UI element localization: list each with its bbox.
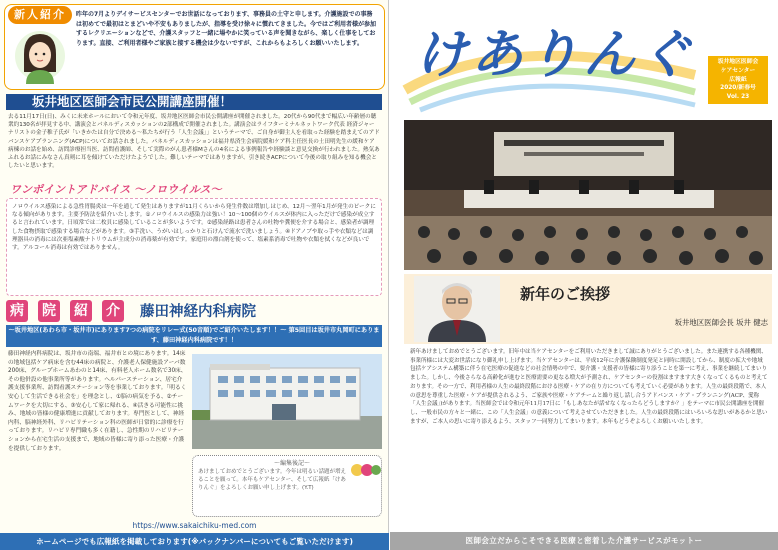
badge-char: 介: [102, 300, 124, 322]
hospital-text: 藤田神経内科病院は、坂井市の南端、福井市との境にあります。14床の地域包括ケア病床を含む44床の病院と、介護老人保健施設アーバ数200床、グループホームあわのと14床、有料老人ホーム数名で30床、その他併設の他事業所等があります。ヘルパーステーション、居宅介護支援事業所、訪問看護ステーション等を事業しております。「明るく安心して生活できる社会を」を理念とし、①脳の病気を予る、②チームワークを大切にする、③安心して家に帰れる、④活きる可能性に挑み、地域の皆様の健康増進に貢献しております。専門医として、神経内科、脳神経外科、リハビリテーション科の医師が日常的に診療を行っております。リハビリ専門職も多く在籍し、急性期のリハビリテーションから在宅生活の支援まで、地域の皆様に寄り添った医療・介護を提供しております。: [8, 351, 187, 452]
badge-char: 病: [6, 300, 28, 322]
new-year-decoration: [350, 459, 382, 481]
greeting-author: 坂井地区医師会長 坂井 健志: [674, 318, 768, 327]
newsletter-logo: [400, 10, 700, 120]
lecture-event-photo: [404, 120, 772, 270]
center-name: ケアセンター: [720, 67, 756, 74]
motto-footer-bar: 医師会立だからこそできる医療と密着した介護サービスがモットー: [390, 532, 778, 550]
staff-illustration: [14, 28, 66, 84]
website-url-link[interactable]: https://www.sakaichiku-med.com: [132, 521, 257, 530]
badge-char: 院: [38, 300, 60, 322]
paper-type: 広報紙: [729, 76, 747, 83]
issuer-name: 坂井地区医師会: [717, 59, 759, 65]
hospital-photo: [192, 354, 382, 449]
hospital-intro-badge: [6, 300, 136, 322]
lecture-title: 坂井地区医師会市民公開講座開催！: [6, 94, 382, 110]
volume-number: Vol. 23: [726, 94, 750, 101]
greeting-text: 新年あけましておめでとうございます。旧年中は当ケアセンターをご利用いただきまして誠にありがとうございました。また連携する各種機関、事業所様には大変お世話になり御礼申し上げます。当ケアセンターは、平成12年に介護保険制度発足と同時に開設してから、制度の拡大や地域包括ケアシステム構築に伴う在宅医療の促進などの社会情勢の中で、要介護・支援者の皆様に寄り添うことを第一に考え、事業を継続してまいりました。しかし、今後さらなる高齢化が進むと医療需要の更なる増大が予測され、ケアセンターの役割はますます大きくなってくるものと考えております。その一方で、利用者様の人生の最終段階における医療・ケアの在り方についても考えていく必要があります。人生の最終段階で、本人の意思を尊重した医療・ケアが提供されるよう、ご家族や医療・ケアチームと繰り返し話し合うアドバンス・ケア・プランニング(ACP、愛称「人生会議」)があります。当医師会では令和元年11月17日に「もしあなたが話せなくなったらどうしますか？」をテーマに市民公開講座を開催し、一般市民の方々と一緒に、この「人生会議」の意義について考えさせていただきました。人生の最終段階にはいろいろな思いがあるかと思いますが、ご本人の思いに寄り添えるよう、スタッフ一同努力してまいります。本年もどうぞよろしくお願いいたします。: [410, 349, 768, 425]
hospital-name: 藤田神経内科病院: [140, 304, 256, 320]
lecture-text: 去る11月17日(日)、みくに未来ホールにおいて令和元年度、坂井地区医師会市民公開講座が開催されました。20代から90代まで幅広い年齢層の聴衆約130名が拝見する中、講演会とパネルディスカッションの2部構成で開催されました。講演会はライフターミナルネットワーク代表 経済ジャーナリストの金子稚子氏が「いきかたは自分で決める～私たちが行う「人生会議」」というテーマで、ご自身が御主人を看取った経験を踏まえてのアドバンスケアプランニング(ACP)についてお話されました。パネルディスカッションは福井県済生会病院緩和ケア科主任医長の土田明先生の緩和ケア病棟のお話を始め、訪問診療担当医、訪問看護師、そして実際のがん患者様Mさんの4名による事例報告や経験談と意見交換が行われました。熱気あふれるお話にみなさん真剣に耳を傾けていただけたようでした。難しいテーマではありますが、引き続きACPについて今後の取り組みを知る機会としたいと思います。: [8, 114, 380, 170]
doctor-portrait: [414, 276, 500, 342]
website-notice-bar: ホームページでも広報紙を掲載しております(※バックナンバーについてもご覧いただけます): [0, 533, 389, 550]
staff-intro-text: 昨年の7月よりデイサービスセンターでお世話になっております、事務員の土守と申します。介護施設での事務は初めてで最初はとまどいや不安もありましたが、指導を受け徐々に慣れてきました。今ではご利用者様が参加するレクリエーションなどで、介護スタッフと一緒に場やかに笑っている声を聞きながら、楽しく仕事をしております。直接、ご利用者様やご家族と接する機会は少ないですが、これからもよろしくお願いいたします。: [76, 11, 377, 47]
greeting-title: 新年のご挨拶: [520, 285, 611, 303]
advice-title: ワンポイントアドバイス ～ノロウイルス～: [10, 183, 222, 196]
badge-char: 紹: [70, 300, 92, 322]
hospital-relay-banner: ～坂井地区(あわら市・坂井市)にあります7つの病院をリレー式(50音順)でご紹介いたします！！～ 第5回目は坂井市丸岡町にあります、藤田神経内科病院です！！: [6, 325, 382, 347]
advice-text: ノロウイルス感染による急性胃腸炎は一年を通して発生はありますが11月くらいから発生件数は増加しはじめ、12月～翌年1月が発生のピークになる傾向があります。主要予防法を紹介いたします。①ノロウイルスの感染力は強い！10～100個のウイルスが体内に入っただけで感染が成立すると言われています。日頃常では二枚貝に感染していることが多いようです。②感染経路は患者さんの吐物や糞便を介する場合と、感染者が調理した食物摂取で感染する場合などがあります。③手洗い、うがいはしっかりと石けんで流水で洗いましょう。④ドアノブや取っ手や衣類などは調理器具の消毒には次亜塩素酸ナトリウムが主成分の消毒薬が有効です。家庭用の漂白剤を使って、塩素系消毒で吐物や衣類を拭くなどが良いです。アルコール消毒は有効ではありません。: [12, 204, 376, 252]
editor-note-title: ～編集後記～: [273, 460, 310, 467]
staff-intro-badge: 新人紹介: [8, 6, 72, 24]
issue-date: 2020/新春号: [720, 85, 756, 92]
editor-note-text: あけましておめでとうございます。今年は明るい話題が増えることを願って。本年もケアセンター、そして広報紙「けありんぐ」をよろしくお願い申し上げます。(Y.T): [198, 469, 347, 492]
logo-text: けありんぐ: [415, 25, 696, 85]
issue-info: [708, 58, 768, 104]
